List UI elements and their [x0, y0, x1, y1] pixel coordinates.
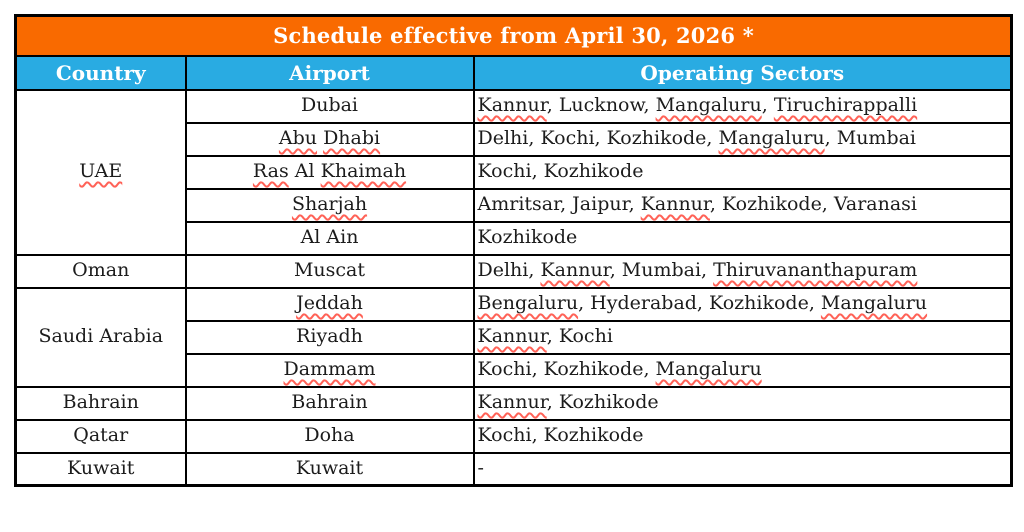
misspelled-word: UAE — [79, 160, 123, 183]
column-header-row — [16, 56, 1012, 90]
table-title-row — [16, 16, 1012, 56]
column-header-operating-sectors: Operating Sectors — [474, 56, 1012, 90]
operating-sectors-cell — [474, 255, 1012, 288]
operating-sectors-cell — [474, 387, 1012, 420]
word: Delhi, — [477, 259, 541, 282]
airport-cell — [186, 222, 474, 255]
airport-cell — [186, 90, 474, 123]
word: Bahrain — [291, 391, 368, 414]
word: Oman — [72, 259, 130, 282]
airport-cell — [186, 123, 474, 156]
misspelled-word: Khaimah — [320, 160, 407, 183]
word: Muscat — [293, 259, 366, 282]
misspelled-word: Dammam — [283, 358, 376, 381]
word: Kozhikode — [477, 226, 578, 249]
misspelled-word: Kannur — [477, 391, 547, 414]
table-title: Schedule effective from April 30, 2026 * — [16, 16, 1012, 56]
operating-sectors-cell — [474, 156, 1012, 189]
word: Saudi Arabia — [38, 325, 164, 348]
word: Qatar — [73, 424, 129, 447]
word: Bahrain — [62, 391, 139, 414]
country-cell — [16, 420, 186, 453]
word: - — [477, 456, 484, 479]
word: Al — [288, 160, 321, 183]
misspelled-word: Tiruchirappalli — [773, 94, 918, 117]
airport-cell — [186, 420, 474, 453]
word: , Lucknow, — [546, 94, 656, 117]
airport-cell — [186, 387, 474, 420]
misspelled-word: Mangaluru — [820, 292, 928, 315]
word: Kochi, Kozhikode — [477, 424, 644, 447]
word: , — [761, 94, 774, 117]
word: Doha — [304, 424, 355, 447]
table-row — [16, 453, 1012, 486]
word: Kuwait — [67, 456, 135, 479]
misspelled-word: Sharjah — [291, 193, 368, 216]
word: Al Ain — [300, 226, 359, 249]
operating-sectors-cell — [474, 189, 1012, 222]
table-row — [16, 288, 1012, 321]
misspelled-word: Ras — [252, 160, 289, 183]
table-row — [16, 255, 1012, 288]
country-cell — [16, 255, 186, 288]
word: Kochi, Kozhikode — [477, 160, 644, 183]
country-cell — [16, 90, 186, 255]
country-cell — [16, 288, 186, 387]
operating-sectors-cell — [474, 420, 1012, 453]
operating-sectors-cell — [474, 222, 1012, 255]
column-header-airport: Airport — [186, 56, 474, 90]
word: , Mumbai — [824, 127, 917, 150]
misspelled-word: Kannur — [640, 193, 710, 216]
schedule-table — [14, 14, 1013, 487]
operating-sectors-cell — [474, 453, 1012, 486]
airport-cell — [186, 189, 474, 222]
airport-cell — [186, 453, 474, 486]
word: Kochi, Kozhikode, — [477, 358, 656, 381]
country-cell — [16, 387, 186, 420]
airport-cell — [186, 156, 474, 189]
word: Amritsar, Jaipur, — [477, 193, 641, 216]
misspelled-word: Bengaluru — [477, 292, 579, 315]
table-row — [16, 420, 1012, 453]
operating-sectors-cell — [474, 288, 1012, 321]
word: Riyadh — [296, 325, 363, 348]
misspelled-word: Dhabi — [323, 127, 381, 150]
operating-sectors-cell — [474, 354, 1012, 387]
operating-sectors-cell — [474, 123, 1012, 156]
airport-cell — [186, 255, 474, 288]
table-row — [16, 90, 1012, 123]
misspelled-word: Kannur — [477, 94, 547, 117]
column-header-country: Country — [16, 56, 186, 90]
word: , Kozhikode — [546, 391, 659, 414]
word: , Kochi — [546, 325, 613, 348]
misspelled-word: Jeddah — [296, 292, 363, 315]
word: Kuwait — [295, 456, 364, 479]
misspelled-word: Kannur — [540, 259, 610, 282]
word: Dubai — [300, 94, 359, 117]
table-body — [16, 16, 1012, 486]
misspelled-word: Mangaluru — [655, 94, 762, 117]
word: Delhi, Kochi, Kozhikode, — [477, 127, 719, 150]
misspelled-word: Abu — [278, 127, 318, 150]
table-row — [16, 387, 1012, 420]
misspelled-word: Kannur — [477, 325, 547, 348]
airport-cell — [186, 288, 474, 321]
airport-cell — [186, 354, 474, 387]
misspelled-word: Mangaluru — [718, 127, 825, 150]
word: , Mumbai, — [609, 259, 714, 282]
airport-cell — [186, 321, 474, 354]
country-cell — [16, 453, 186, 486]
operating-sectors-cell — [474, 90, 1012, 123]
word: , Hyderabad, Kozhikode, — [578, 292, 821, 315]
misspelled-word: Thiruvananthapuram — [713, 259, 918, 282]
word: , Kozhikode, Varanasi — [709, 193, 917, 216]
operating-sectors-cell — [474, 321, 1012, 354]
schedule-table-container — [14, 14, 1010, 487]
misspelled-word: Mangaluru — [655, 358, 762, 381]
